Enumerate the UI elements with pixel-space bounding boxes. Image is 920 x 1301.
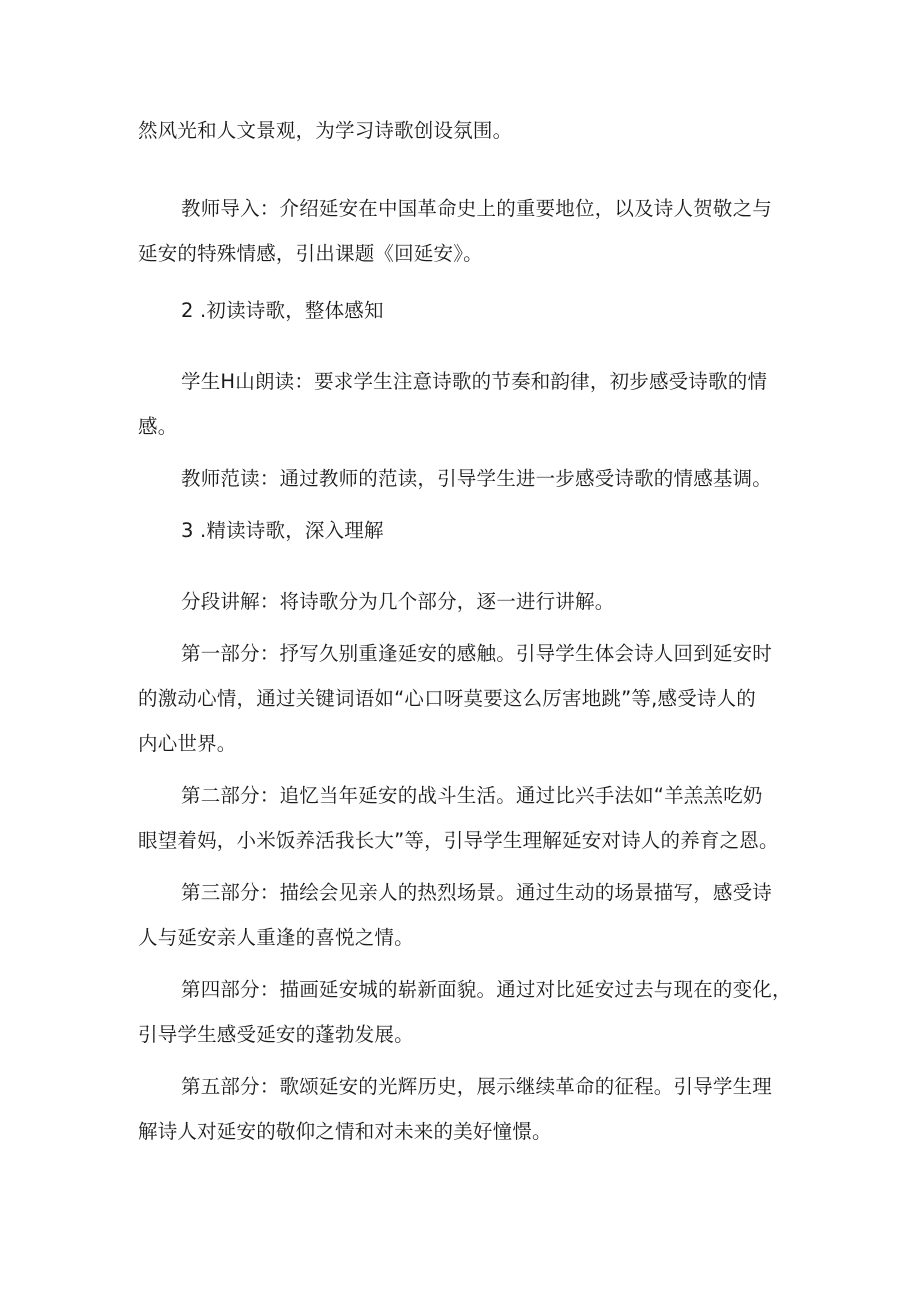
text-line: 第一部分：抒写久别重逢延安的感触。引导学生体会诗人回到延安时: [181, 642, 773, 665]
text-line: 解诗人对延安的敬仰之情和对未来的美好憧憬。: [138, 1120, 552, 1143]
text-line: 的激动心情，通过关键词语如“心口呀莫要这么厉害地跳”等,感受诗人的: [138, 687, 757, 710]
text-line: 教师导入：介绍延安在中国革命史上的重要地位，以及诗人贺敬之与: [181, 197, 773, 220]
text-line: 人与延安亲人重逢的喜悦之情。: [138, 926, 414, 949]
text-line: 内心世界。: [138, 732, 237, 755]
text-line: 然风光和人文景观，为学习诗歌创设氛围。: [138, 119, 513, 142]
section-heading: 2 .初读诗歌，整体感知: [181, 299, 384, 322]
text-line: 感。: [138, 415, 178, 438]
text-line: 学生H山朗读：要求学生注意诗歌的节奏和韵律，初步感受诗歌的情: [181, 370, 768, 393]
text-line: 第二部分：追忆当年延安的战斗生活。通过比兴手法如“羊羔羔吃奶: [181, 784, 763, 807]
text-line: 第五部分：歌颂延安的光辉历史，展示继续革命的征程。引导学生理: [181, 1075, 773, 1098]
text-line: 教师范读：通过教师的范读，引导学生进一步感受诗歌的情感基调。: [181, 467, 773, 490]
text-line: 分段讲解：将诗歌分为几个部分，逐一进行讲解。: [181, 590, 615, 613]
text-line: 眼望着妈，小米饭养活我长大”等，引导学生理解延安对诗人的养育之恩。: [138, 829, 779, 852]
text-line: 第三部分：描绘会见亲人的热烈场景。通过生动的场景描写，感受诗: [181, 881, 773, 904]
text-line: 第四部分：描画延安城的崭新面貌。通过对比延安过去与现在的变化，: [181, 978, 792, 1001]
text-line: 引导学生感受延安的蓬勃发展。: [138, 1023, 414, 1046]
section-heading: 3 .精读诗歌，深入理解: [181, 519, 384, 542]
text-line: 延安的特殊情感，引出课题《回延安》。: [138, 242, 483, 265]
